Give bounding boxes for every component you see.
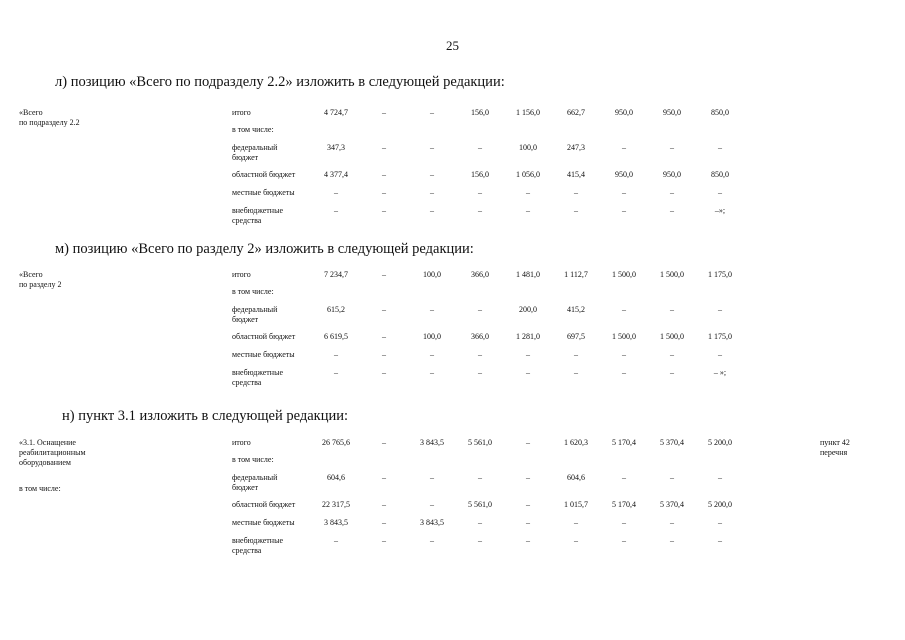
amount-cell: – <box>382 188 386 197</box>
amount-cell: 6 619,5 <box>324 332 348 341</box>
amount-cell: 850,0 <box>711 108 729 117</box>
amount-cell: 347,3 <box>327 143 345 152</box>
amount-cell: – <box>382 473 386 482</box>
amount-cell: – <box>670 143 674 152</box>
amount-cell: – <box>478 518 482 527</box>
amount-cell: 850,0 <box>711 170 729 179</box>
amount-cell: – <box>670 188 674 197</box>
amount-cell: – <box>574 518 578 527</box>
funding-source-label: итого <box>232 108 251 117</box>
amount-cell: – <box>382 170 386 179</box>
amount-cell: – <box>478 368 482 377</box>
page-number: 25 <box>446 38 459 53</box>
amount-cell: – <box>430 305 434 314</box>
amount-cell: – <box>382 438 386 447</box>
amount-cell: – <box>526 438 530 447</box>
amount-cell: – <box>334 536 338 545</box>
funding-source-label: в том числе: <box>232 125 274 134</box>
amount-cell: – <box>526 518 530 527</box>
funding-source-label: итого <box>232 270 251 279</box>
amount-cell: – <box>574 188 578 197</box>
funding-source-label: местные бюджеты <box>232 350 295 359</box>
amount-cell: – <box>526 188 530 197</box>
section-heading: л) позицию «Всего по подразделу 2.2» изложить в следующей редакции: <box>55 74 505 90</box>
amount-cell: – <box>430 500 434 509</box>
amount-cell: 950,0 <box>663 170 681 179</box>
amount-cell: – <box>622 143 626 152</box>
amount-cell: 100,0 <box>423 332 441 341</box>
amount-cell: – <box>430 143 434 152</box>
amount-cell: 1 500,0 <box>660 332 684 341</box>
amount-cell: – <box>718 350 722 359</box>
amount-cell: 5 370,4 <box>660 438 684 447</box>
position-sublabel: в том числе: <box>19 484 61 493</box>
amount-cell: – <box>430 206 434 215</box>
reference-note: пункт 42 перечня <box>820 438 850 457</box>
amount-cell: – <box>430 473 434 482</box>
amount-cell: – <box>718 188 722 197</box>
amount-cell: 4 377,4 <box>324 170 348 179</box>
funding-source-label: внебюджетные средства <box>232 206 283 225</box>
amount-cell: – <box>718 473 722 482</box>
amount-cell: – <box>382 270 386 279</box>
amount-cell: – <box>478 536 482 545</box>
amount-cell: – <box>670 473 674 482</box>
amount-cell: – <box>382 143 386 152</box>
amount-cell: 1 175,0 <box>708 270 732 279</box>
amount-cell: – <box>670 206 674 215</box>
amount-cell: – <box>382 518 386 527</box>
amount-cell: – <box>430 350 434 359</box>
amount-cell: – <box>670 305 674 314</box>
funding-source-label: в том числе: <box>232 455 274 464</box>
funding-source-label: местные бюджеты <box>232 188 295 197</box>
amount-cell: 950,0 <box>615 108 633 117</box>
amount-cell: 5 200,0 <box>708 500 732 509</box>
section-heading: н) пункт 3.1 изложить в следующей редакции: <box>62 408 349 424</box>
amount-cell: – <box>334 188 338 197</box>
amount-cell: – <box>382 108 386 117</box>
amount-cell: – <box>526 473 530 482</box>
amount-cell: – <box>574 206 578 215</box>
funding-source-label: областной бюджет <box>232 170 296 179</box>
amount-cell: 1 481,0 <box>516 270 540 279</box>
amount-cell: 26 765,6 <box>322 438 350 447</box>
amount-cell: 3 843,5 <box>420 518 444 527</box>
amount-cell: 950,0 <box>663 108 681 117</box>
amount-cell: – <box>526 206 530 215</box>
amount-cell: 1 500,0 <box>612 332 636 341</box>
amount-cell: 1 015,7 <box>564 500 588 509</box>
amount-cell: – <box>430 108 434 117</box>
amount-cell: 1 175,0 <box>708 332 732 341</box>
amount-cell: 7 234,7 <box>324 270 348 279</box>
amount-cell: – <box>718 305 722 314</box>
amount-cell: 5 561,0 <box>468 500 492 509</box>
funding-source-label: областной бюджет <box>232 500 296 509</box>
amount-cell: – <box>622 518 626 527</box>
amount-cell: – <box>622 368 626 377</box>
position-label: «3.1. Оснащение реабилитационным оборудованием <box>19 438 86 467</box>
amount-cell: 100,0 <box>423 270 441 279</box>
funding-source-label: федеральный бюджет <box>232 143 278 162</box>
amount-cell: 5 370,4 <box>660 500 684 509</box>
amount-cell: – <box>718 518 722 527</box>
amount-cell: – <box>382 536 386 545</box>
amount-cell: 3 843,5 <box>324 518 348 527</box>
funding-source-label: областной бюджет <box>232 332 296 341</box>
amount-cell: – <box>478 305 482 314</box>
amount-cell: – <box>334 350 338 359</box>
amount-cell: – <box>622 206 626 215</box>
amount-cell: – <box>382 305 386 314</box>
amount-cell: – <box>574 350 578 359</box>
amount-cell: 1 056,0 <box>516 170 540 179</box>
amount-cell: –»; <box>714 206 726 215</box>
section-heading: м) позицию «Всего по разделу 2» изложить в следующей редакции: <box>55 241 474 257</box>
amount-cell: 662,7 <box>567 108 585 117</box>
amount-cell: 366,0 <box>471 270 489 279</box>
amount-cell: 200,0 <box>519 305 537 314</box>
amount-cell: – <box>382 350 386 359</box>
amount-cell: – <box>718 143 722 152</box>
funding-source-label: в том числе: <box>232 287 274 296</box>
amount-cell: – <box>670 368 674 377</box>
amount-cell: – <box>718 536 722 545</box>
amount-cell: – <box>526 536 530 545</box>
amount-cell: 1 281,0 <box>516 332 540 341</box>
amount-cell: 415,4 <box>567 170 585 179</box>
amount-cell: 4 724,7 <box>324 108 348 117</box>
amount-cell: – <box>478 350 482 359</box>
amount-cell: 5 561,0 <box>468 438 492 447</box>
amount-cell: – <box>430 188 434 197</box>
funding-source-label: внебюджетные средства <box>232 368 283 387</box>
amount-cell: – <box>334 368 338 377</box>
amount-cell: 156,0 <box>471 170 489 179</box>
amount-cell: 5 200,0 <box>708 438 732 447</box>
funding-source-label: федеральный бюджет <box>232 305 278 324</box>
amount-cell: 1 112,7 <box>564 270 588 279</box>
amount-cell: – <box>526 500 530 509</box>
amount-cell: 415,2 <box>567 305 585 314</box>
amount-cell: – <box>478 473 482 482</box>
amount-cell: 3 843,5 <box>420 438 444 447</box>
amount-cell: – <box>670 350 674 359</box>
amount-cell: – <box>478 188 482 197</box>
amount-cell: – <box>622 536 626 545</box>
position-label: «Всего по разделу 2 <box>19 270 62 289</box>
amount-cell: – <box>622 305 626 314</box>
amount-cell: 1 500,0 <box>612 270 636 279</box>
amount-cell: – <box>622 350 626 359</box>
amount-cell: 615,2 <box>327 305 345 314</box>
amount-cell: – <box>670 518 674 527</box>
amount-cell: 1 500,0 <box>660 270 684 279</box>
amount-cell: 5 170,4 <box>612 500 636 509</box>
amount-cell: – <box>478 143 482 152</box>
amount-cell: – <box>334 206 338 215</box>
amount-cell: – <box>430 368 434 377</box>
amount-cell: 22 317,5 <box>322 500 350 509</box>
amount-cell: – <box>670 536 674 545</box>
funding-source-label: итого <box>232 438 251 447</box>
amount-cell: – »; <box>713 368 727 377</box>
amount-cell: 604,6 <box>567 473 585 482</box>
amount-cell: – <box>478 206 482 215</box>
amount-cell: – <box>430 536 434 545</box>
amount-cell: – <box>382 500 386 509</box>
amount-cell: 1 620,3 <box>564 438 588 447</box>
amount-cell: 366,0 <box>471 332 489 341</box>
amount-cell: – <box>382 368 386 377</box>
amount-cell: 247,3 <box>567 143 585 152</box>
amount-cell: 697,5 <box>567 332 585 341</box>
amount-cell: – <box>430 170 434 179</box>
amount-cell: 100,0 <box>519 143 537 152</box>
amount-cell: – <box>526 368 530 377</box>
amount-cell: – <box>574 536 578 545</box>
amount-cell: – <box>622 473 626 482</box>
amount-cell: – <box>382 332 386 341</box>
amount-cell: – <box>526 350 530 359</box>
funding-source-label: внебюджетные средства <box>232 536 283 555</box>
funding-source-label: федеральный бюджет <box>232 473 278 492</box>
position-label: «Всего по подразделу 2.2 <box>19 108 80 127</box>
amount-cell: – <box>622 188 626 197</box>
funding-source-label: местные бюджеты <box>232 518 295 527</box>
amount-cell: 1 156,0 <box>516 108 540 117</box>
amount-cell: – <box>574 368 578 377</box>
amount-cell: 5 170,4 <box>612 438 636 447</box>
amount-cell: – <box>382 206 386 215</box>
amount-cell: 156,0 <box>471 108 489 117</box>
amount-cell: 950,0 <box>615 170 633 179</box>
amount-cell: 604,6 <box>327 473 345 482</box>
